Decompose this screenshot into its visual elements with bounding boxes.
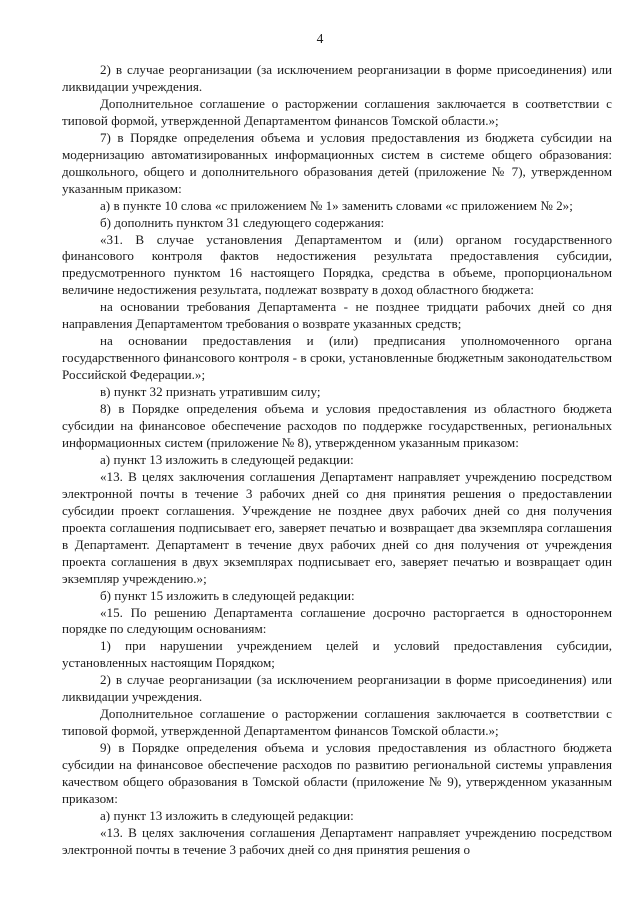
paragraph: «31. В случае установления Департаментом и (или) органом государственного финансового контроля фактов недостижения результата предоставления субсидии, предусмотренного пунктом 16 настоящего Порядка, средства в объеме, пропорциональном величине недостижения результата, подлежат возврату в доход областного бюджета: <box>62 231 612 298</box>
paragraph: а) пункт 13 изложить в следующей редакции: <box>100 807 354 823</box>
paragraph: б) пункт 15 изложить в следующей редакции: <box>100 587 355 603</box>
paragraph: б) дополнить пунктом 31 следующего содержания: <box>100 214 385 230</box>
paragraph: 9) в Порядке определения объема и условия предоставления из областного бюджета субсидии на финансовое обеспечение расходов по развитию региональной системы управления качеством общего образования в Томской области (приложение № 9), утвержденном указанным приказом: <box>62 740 612 806</box>
paragraph: 2) в случае реорганизации (за исключением реорганизации в форме присоединения) или ликвидации учреждения. <box>62 672 612 705</box>
paragraph: Дополнительное соглашение о расторжении соглашения заключается в соответствии с типовой формой, утвержденной Департаментом финансов Томской области.»; <box>62 706 612 739</box>
paragraph: 2) в случае реорганизации (за исключением реорганизации в форме присоединения) или ликвидации учреждения. <box>62 62 612 94</box>
paragraph: 1) при нарушении учреждением целей и условий предоставления субсидии, установленных настоящим Порядком; <box>62 638 612 671</box>
paragraph: Дополнительное соглашение о расторжении соглашения заключается в соответствии с типовой формой, утвержденной Департаментом финансов Томской области.»; <box>62 95 612 128</box>
paragraph: а) в пункте 10 слова «с приложением № 1» заменить словами «с приложением № 2»; <box>100 197 573 213</box>
paragraph: 7) в Порядке определения объема и условия предоставления из бюджета субсидии на модернизацию автоматизированных информационных систем в системе общего образования: дошкольного, общего и дополнительного образования детей (приложение № 7), утвержденном указанным приказом: <box>62 129 612 196</box>
paragraph: 8) в Порядке определения объема и условия предоставления из областного бюджета субсидии на финансовое обеспечение расходов по поддержке государственных, региональных информационных систем (приложение № 8), утвержденном указанным приказом: <box>62 401 612 450</box>
paragraph: «15. По решению Департамента соглашение досрочно расторгается в одностороннем порядке по следующим основаниям: <box>62 604 612 637</box>
paragraph: на основании требования Департамента - не позднее тридцати рабочих дней со дня направления Департаментом требования о возврате указанных средств; <box>62 299 612 332</box>
document-body <box>62 62 612 859</box>
paragraph: на основании предоставления и (или) предписания уполномоченного органа государственного финансового контроля - в сроки, установленные бюджетным законодательством Российской Федерации.»; <box>62 333 612 383</box>
paragraph: «13. В целях заключения соглашения Департамент направляет учреждению посредством электронной почты в течение 3 рабочих дней со дня принятия решения о <box>62 824 612 857</box>
page-number: 4 <box>316 31 324 46</box>
paragraph: а) пункт 13 изложить в следующей редакции: <box>100 451 354 467</box>
paragraph: «13. В целях заключения соглашения Департамент направляет учреждению посредством электронной почты в течение 3 рабочих дней со дня принятия решения о предоставлении субсидии проект соглашения. Учреждение не позднее двух рабочих дней со дня получения проекта соглашения подписывает его, заверяет печатью и возвращает два экземпляра соглашения в Департамент. Департамент в течение двух рабочих дней со дня получения от учреждения проекта соглашения в двух экземплярах подписывает его, заверяет печатью и возвращает один экземпляр учреждению.»; <box>62 468 612 586</box>
paragraph: в) пункт 32 признать утратившим силу; <box>100 384 321 400</box>
